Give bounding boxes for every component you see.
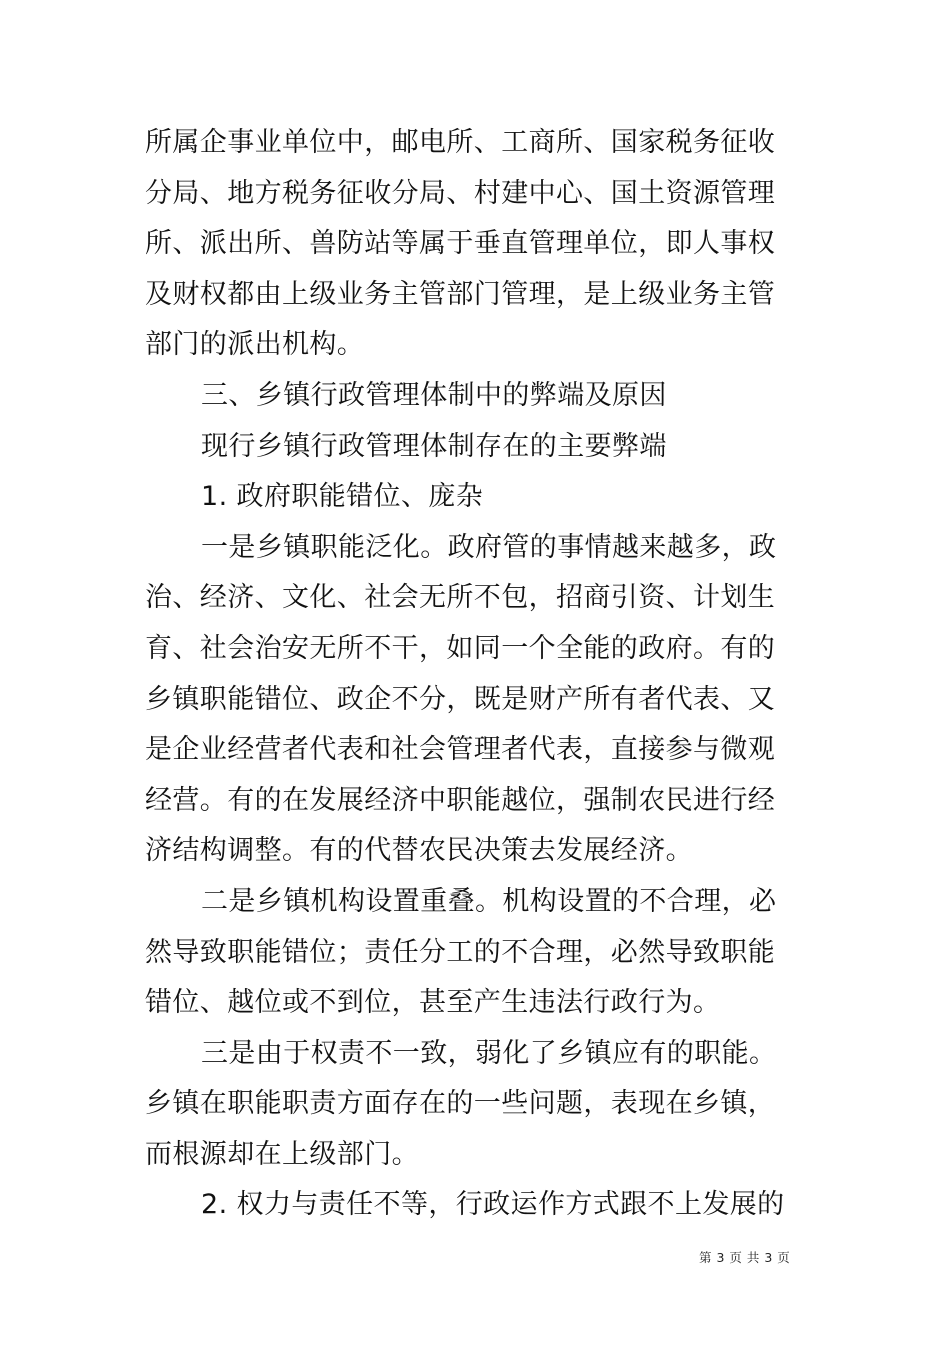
text-line: 二是乡镇机构设置重叠。机构设置的不合理，必 <box>201 885 777 917</box>
text-line: 一是乡镇职能泛化。政府管的事情越来越多，政 <box>201 531 777 563</box>
text-line: 部门的派出机构。 <box>145 329 365 361</box>
text-line: 育、社会治安无所不干，如同一个全能的政府。有的 <box>145 632 776 664</box>
page-number-footer: 第 3 页 共 3 页 <box>699 1250 791 1265</box>
section-heading: 三、乡镇行政管理体制中的弊端及原因 <box>201 379 667 411</box>
document-body <box>145 118 785 1231</box>
text-line: 及财权都由上级业务主管部门管理，是上级业务主管 <box>145 278 776 310</box>
numbered-heading: 1. 政府职能错位、庞杂 <box>201 481 484 513</box>
numbered-heading: 2. 权力与责任不等，行政运作方式跟不上发展的 <box>201 1189 785 1221</box>
text-line: 错位、越位或不到位，甚至产生违法行政行为。 <box>145 987 721 1019</box>
text-line: 分局、地方税务征收分局、村建中心、国土资源管理 <box>145 177 776 209</box>
text-line: 三是由于权责不一致，弱化了乡镇应有的职能。 <box>201 1037 777 1069</box>
text-line: 所属企事业单位中，邮电所、工商所、国家税务征收 <box>145 127 776 158</box>
text-line: 经营。有的在发展经济中职能越位，强制农民进行经 <box>145 784 776 816</box>
text-line: 乡镇在职能职责方面存在的一些问题，表现在乡镇， <box>145 1088 776 1120</box>
text-line: 治、经济、文化、社会无所不包，招商引资、计划生 <box>145 582 776 614</box>
subsection-heading: 现行乡镇行政管理体制存在的主要弊端 <box>201 430 667 462</box>
text-line: 乡镇职能错位、政企不分，既是财产所有者代表、又 <box>145 683 776 715</box>
text-line: 是企业经营者代表和社会管理者代表，直接参与微观 <box>145 734 776 766</box>
text-line: 所、派出所、兽防站等属于垂直管理单位，即人事权 <box>145 228 776 260</box>
text-line: 济结构调整。有的代替农民决策去发展经济。 <box>145 835 693 867</box>
text-line: 而根源却在上级部门。 <box>145 1138 419 1170</box>
text-line: 然导致职能错位；责任分工的不合理，必然导致职能 <box>145 936 776 968</box>
